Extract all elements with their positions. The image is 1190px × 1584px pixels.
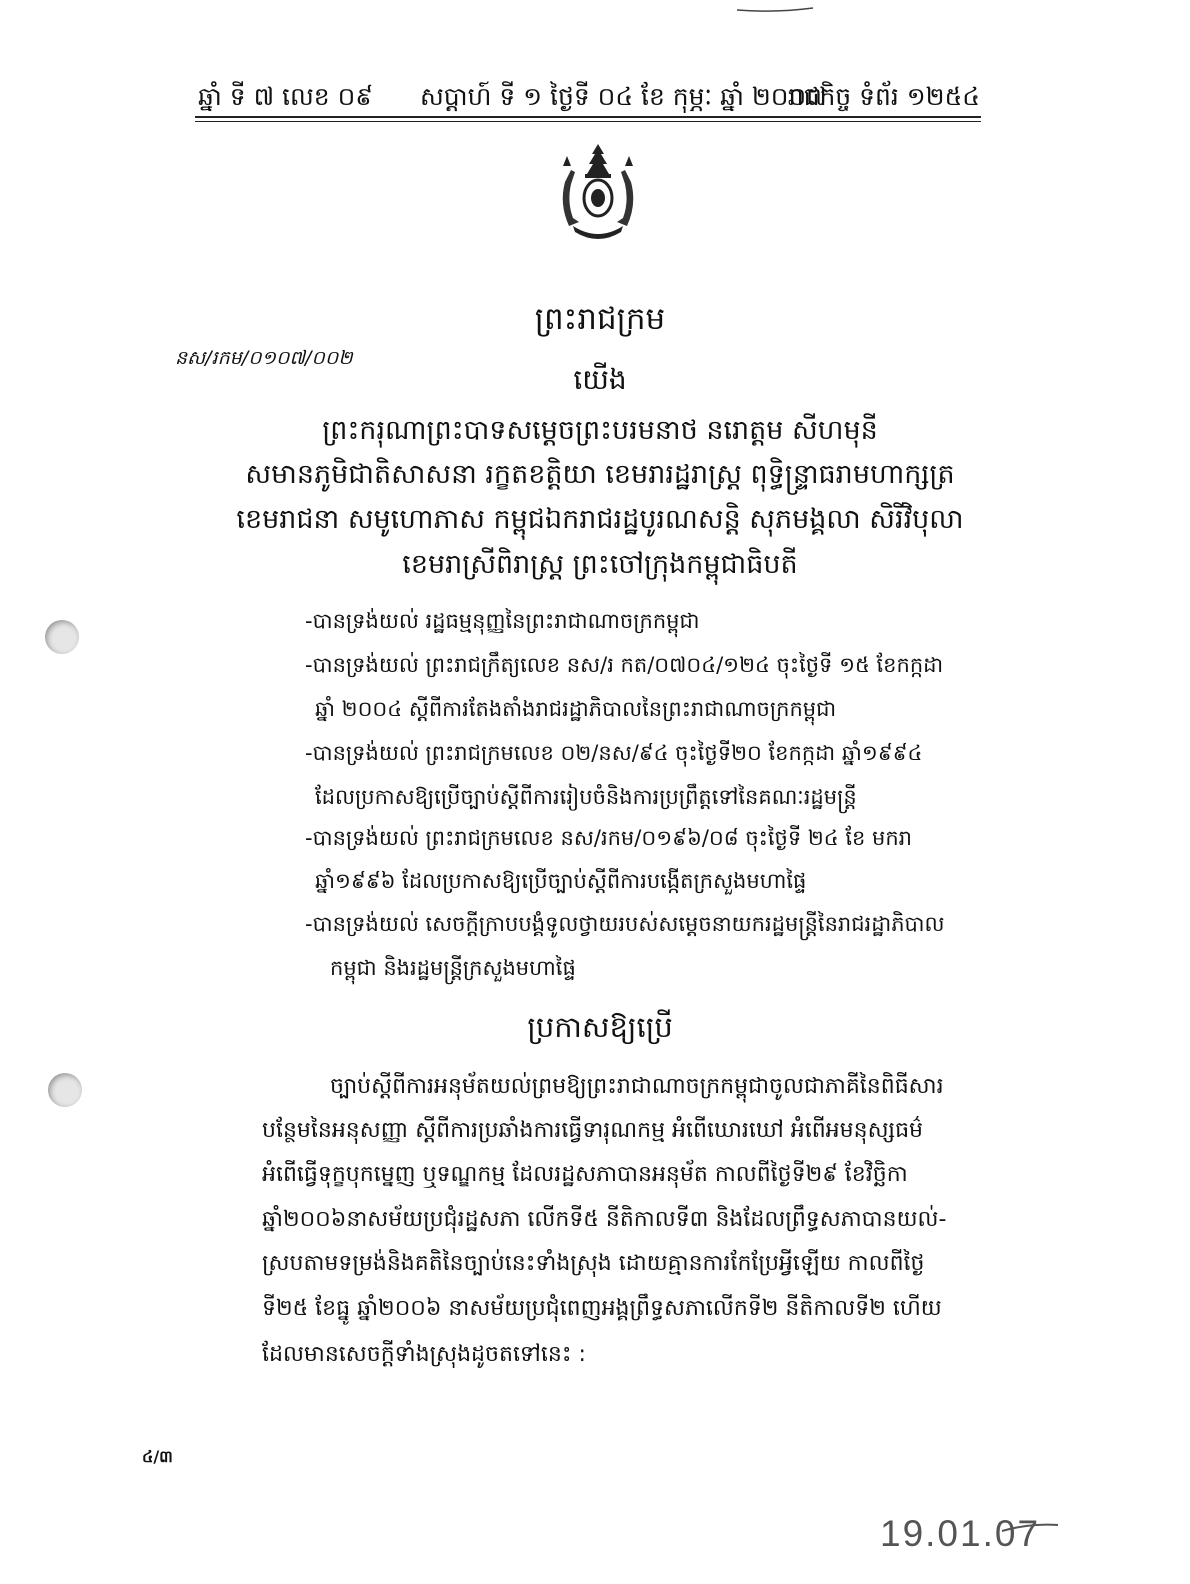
king-title-line: ខេមរាស្រីពិរាស្ត្រ ព្រះចៅក្រុងកម្ពុជាធិបតី bbox=[402, 549, 798, 580]
issue-number: ឆ្នាំ ទី ៧ លេខ ០៩ bbox=[198, 82, 373, 111]
body-line: ស្របតាមទម្រង់និងគតិនៃច្បាប់នេះទាំងស្រុង ដោយគ្មានការកែប្រែអ្វីឡើយ កាលពីថ្ងៃ bbox=[262, 1251, 925, 1276]
body-line: បន្ថែមនៃអនុសញ្ញា ស្តីពីការប្រឆាំងការធ្វើទារុណកម្ម អំពើឃោរឃៅ អំពើអមនុស្សធម៌ bbox=[262, 1118, 923, 1143]
proclamation-heading: ប្រកាសឱ្យប្រើ bbox=[527, 1010, 673, 1044]
decree-title: ព្រះរាជក្រម bbox=[534, 301, 666, 337]
scan-mark bbox=[735, 4, 815, 14]
handwritten-stroke bbox=[1000, 1515, 1060, 1545]
gazette-page-number: រាជកិច្ច ទំព័រ ១២៥៤ bbox=[787, 82, 980, 111]
citation-line: -បានទ្រង់យល់ ព្រះរាជក្រឹត្យលេខ នស/រ កត/០៧០៤/១២៤ ចុះថ្ងៃទី ១៥ ខែកក្កដា bbox=[305, 653, 944, 677]
royal-coat-of-arms-emblem bbox=[553, 142, 643, 242]
citation-line: -បានទ្រង់យល់ ព្រះរាជក្រមលេខ ០២/នស/៩៤ ចុះថ្ងៃទី២០ ខែកក្កដា ឆ្នាំ១៩៩៤ bbox=[305, 741, 923, 765]
body-line: ដែលមានសេចក្តីទាំងស្រុងដូចតទៅនេះ : bbox=[262, 1342, 586, 1367]
footer-page-number: ៤/៣ bbox=[142, 1447, 173, 1466]
citation-line: ឆ្នាំ ២០០៤ ស្តីពីការតែងតាំងរាជរដ្ឋាភិបាលនៃព្រះរាជាណាចក្រកម្ពុជា bbox=[315, 697, 837, 721]
king-title-line: ព្រះករុណាព្រះបាទសម្តេចព្រះបរមនាថ នរោត្តម សីហមុនី bbox=[322, 415, 878, 446]
body-line: ឆ្នាំ២០០៦នាសម័យប្រជុំរដ្ឋសភា លើកទី៥ នីតិកាលទី៣ និងដែលព្រឹទ្ធសភាបានយល់- bbox=[262, 1207, 947, 1232]
citation-line: -បានទ្រង់យល់ រដ្ឋធម្មនុញ្ញនៃព្រះរាជាណាចក្រកម្ពុជា bbox=[305, 609, 700, 633]
issue-date: សប្តាហ៍ ទី ១ ថ្ងៃទី ០៤ ខែ កុម្ភៈ ឆ្នាំ ២០០៧ bbox=[420, 82, 827, 111]
body-line: អំពើធ្វើទុក្ខបុកម្នេញ ឬទណ្ឌកម្ម ដែលរដ្ឋសភាបានអនុម័ត កាលពីថ្ងៃទី២៩ ខែវិច្ឆិកា bbox=[262, 1162, 908, 1187]
gazette-header bbox=[195, 76, 980, 120]
punch-hole bbox=[45, 620, 79, 654]
citation-line: -បានទ្រង់យល់ សេចក្តីក្រាបបង្គំទូលថ្វាយរបស់សម្តេចនាយករដ្ឋមន្ត្រីនៃរាជរដ្ឋាភិបាល bbox=[305, 912, 945, 936]
header-rule-thin bbox=[195, 121, 981, 122]
punch-hole bbox=[48, 1073, 82, 1107]
citation-line: ឆ្នាំ១៩៩៦ ដែលប្រកាសឱ្យប្រើច្បាប់ស្តីពីការបង្កើតក្រសួងមហាផ្ទៃ bbox=[315, 869, 807, 893]
citation-line: ដែលប្រកាសឱ្យប្រើច្បាប់ស្តីពីការរៀបចំនិងការប្រព្រឹត្តទៅនៃគណៈរដ្ឋមន្ត្រី bbox=[315, 785, 857, 809]
king-title-line: ខេមរាជនា សមូហោភាស កម្ពុជឯករាជរដ្ឋបូរណសន្តិ សុភមង្គលា សិរីវិបុលា bbox=[236, 504, 964, 535]
royal-we: យើង bbox=[573, 363, 627, 396]
header-rule bbox=[195, 116, 981, 118]
citation-line: -បានទ្រង់យល់ ព្រះរាជក្រមលេខ នស/រកម/០១៩៦/០៨ ចុះថ្ងៃទី ២៤ ខែ មករា bbox=[305, 826, 912, 850]
body-line: ទី២៥ ខែធ្នូ ឆ្នាំ២០០៦ នាសម័យប្រជុំពេញអង្គព្រឹទ្ធសភាលើកទី២ នីតិកាលទី២ ហើយ bbox=[262, 1296, 942, 1321]
decree-reference-number: នស/រកម/០១០៧/០០២ bbox=[175, 347, 353, 369]
body-line: ច្បាប់ស្តីពីការអនុម័តយល់ព្រមឱ្យព្រះរាជាណាចក្រកម្ពុជាចូលជាភាគីនៃពិធីសារ bbox=[330, 1074, 944, 1099]
handwritten-date: 19.01.07 bbox=[880, 1513, 1041, 1554]
citation-line: កម្ពុជា និងរដ្ឋមន្ត្រីក្រសួងមហាផ្ទៃ bbox=[330, 956, 576, 980]
king-title-line: សមានភូមិជាតិសាសនា រក្ខតខត្តិយា ខេមរារដ្ឋរាស្ត្រ ពុទ្ធិន្ទ្រាធរាមហាក្សត្រ bbox=[245, 459, 955, 490]
